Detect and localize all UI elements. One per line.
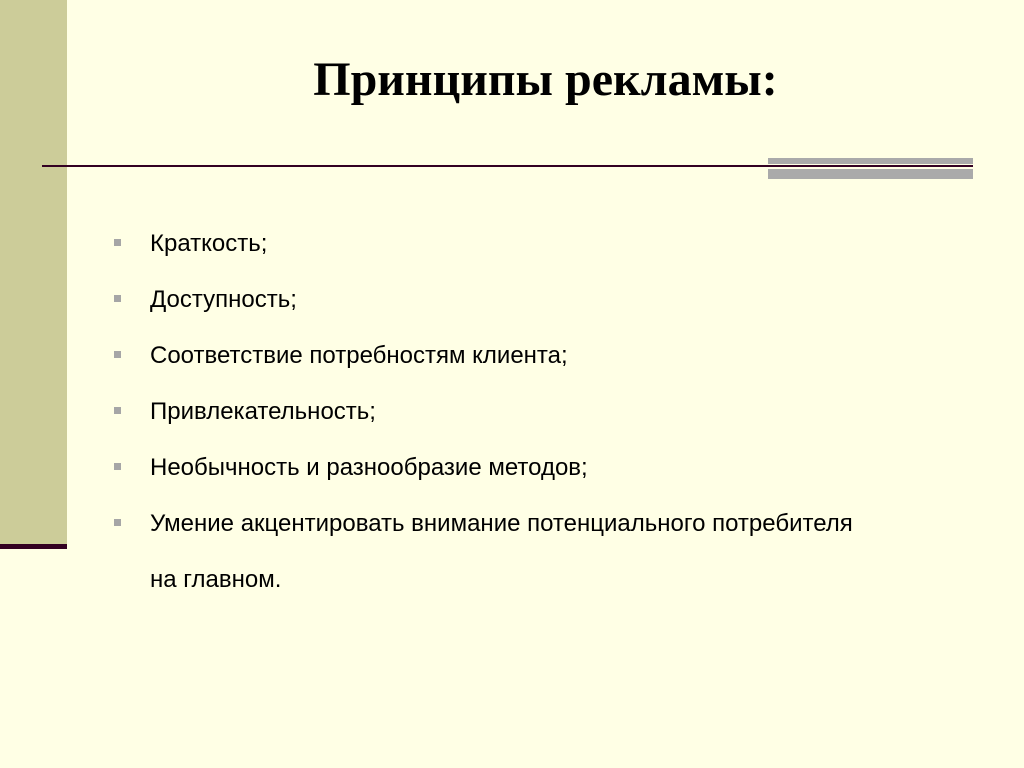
bullet-item bbox=[110, 496, 870, 608]
bullet-item bbox=[110, 272, 870, 328]
square-bullet-icon bbox=[114, 407, 121, 414]
square-bullet-icon bbox=[114, 295, 121, 302]
square-bullet-icon bbox=[114, 519, 121, 526]
bullet-item bbox=[110, 328, 870, 384]
square-bullet-icon bbox=[114, 239, 121, 246]
bullet-text: Доступность; bbox=[150, 286, 297, 313]
slide-title: Принципы рекламы: bbox=[313, 53, 778, 106]
divider-accent-bar bbox=[768, 158, 973, 179]
bullet-text: Умение акцентировать внимание потенциального потребителя на главном. bbox=[150, 510, 853, 593]
bullet-item bbox=[110, 216, 870, 272]
bullet-list bbox=[110, 216, 870, 608]
left-decorative-band bbox=[0, 0, 67, 545]
bullet-text: Необычность и разнообразие методов; bbox=[150, 454, 588, 481]
bullet-text: Краткость; bbox=[150, 230, 268, 257]
square-bullet-icon bbox=[114, 463, 121, 470]
bullet-text: Привлекательность; bbox=[150, 398, 376, 425]
left-band-rule bbox=[0, 544, 67, 549]
square-bullet-icon bbox=[114, 351, 121, 358]
bullet-text: Соответствие потребностям клиента; bbox=[150, 342, 568, 369]
bullet-item bbox=[110, 440, 870, 496]
bullet-item bbox=[110, 384, 870, 440]
